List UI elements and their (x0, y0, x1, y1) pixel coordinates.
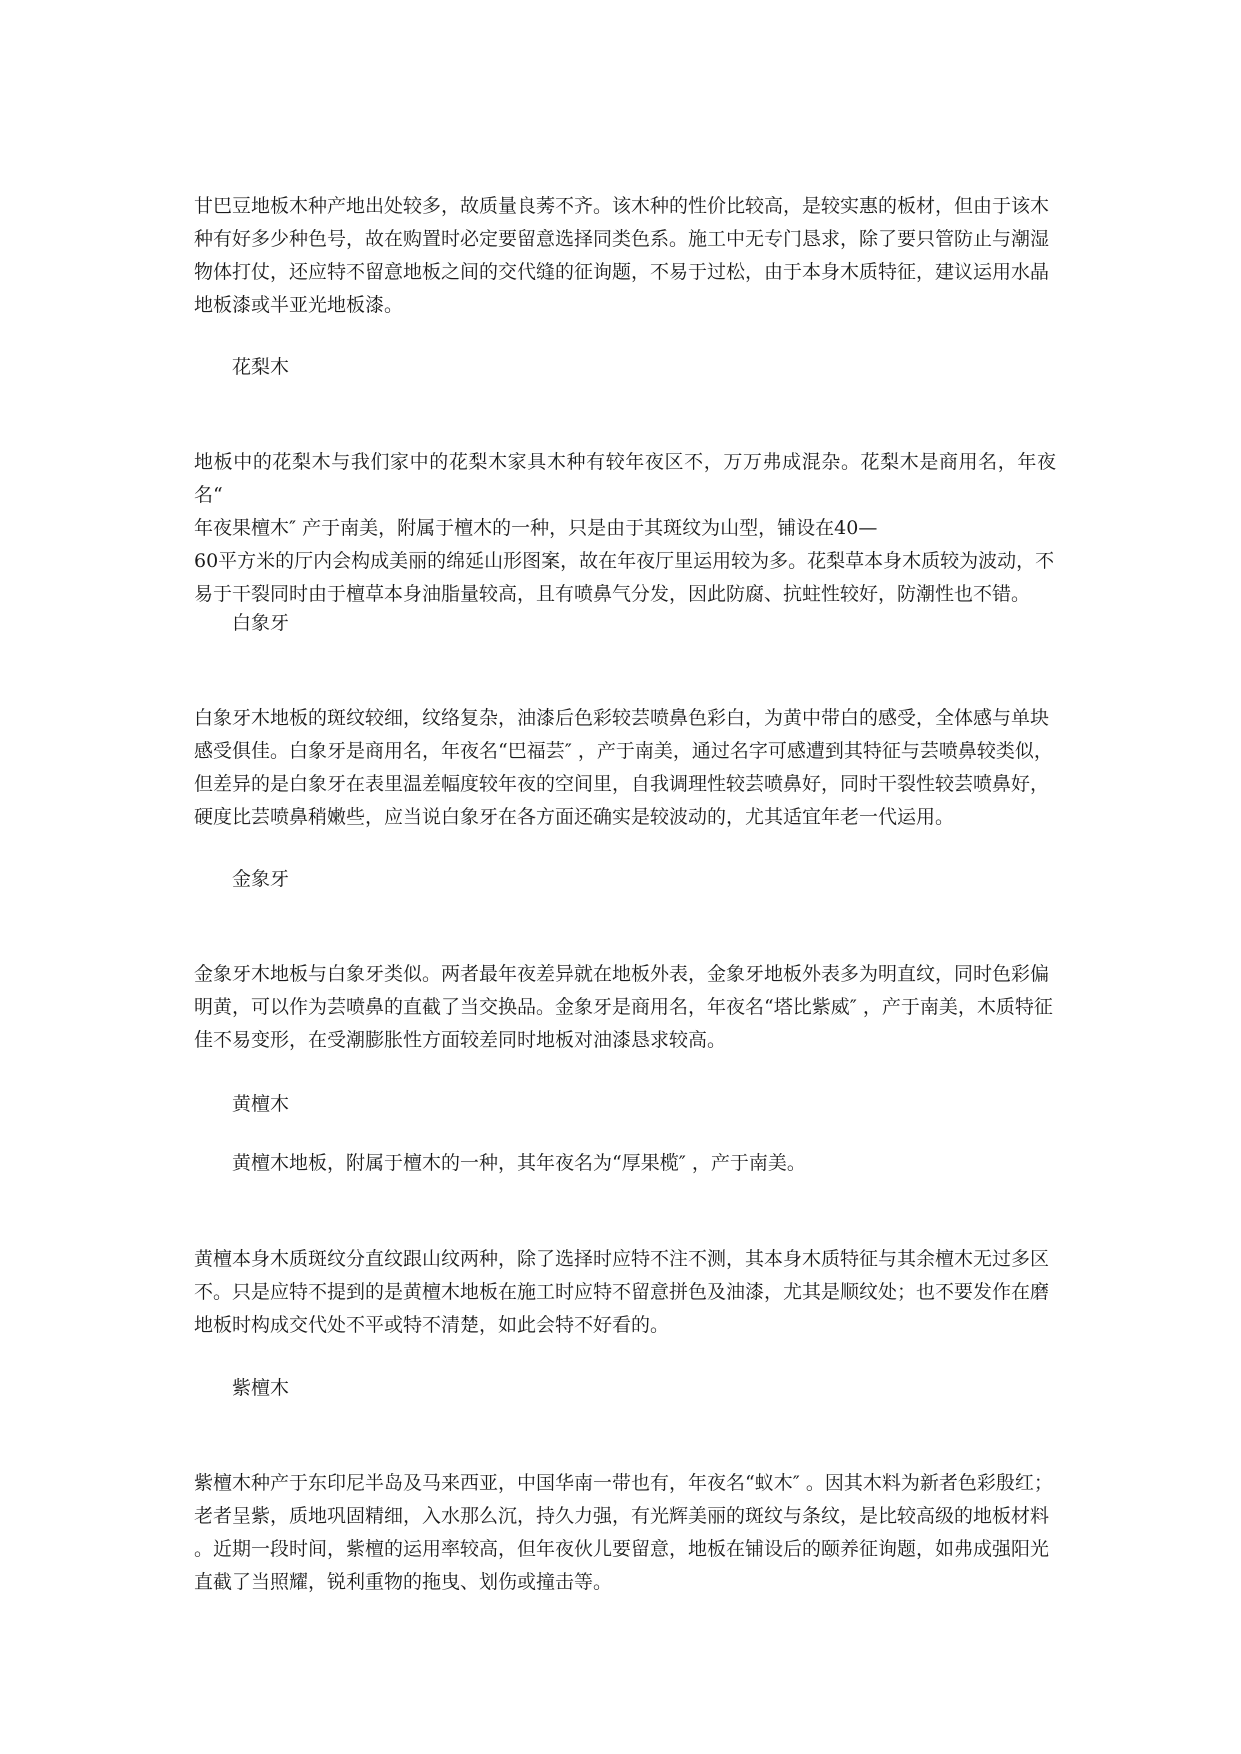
heading-huali-wood: 花梨木 (232, 356, 290, 378)
heading-yellow-sandalwood: 黄檀木 (232, 1093, 290, 1115)
paragraph-yellow-sandalwood: 黄檀本身木质斑纹分直纹跟山纹两种，除了选择时应特不注不测，其本身木质特征与其余檀木无过多区 不。只是应特不提到的是黄檀木地板在施工时应特不留意拼色及油漆，尤其是顺纹处；也不要发作在磨 地板时构成交代处不平或特不清楚，如此会特不好看的。 (194, 1248, 1050, 1336)
heading-golden-ivory: 金象牙 (232, 868, 290, 890)
paragraph-white-ivory: 白象牙木地板的斑纹较细，纹络复杂，油漆后色彩较芸喷鼻色彩白，为黄中带白的感受，全体感与单块 感受俱佳。白象牙是商用名，年夜名“巴福芸″ ，产于南美，通过名字可感遭到其特征与芸喷鼻较类似， 但差异的是白象牙在表里温差幅度较年夜的空间里，自我调理性较芸喷鼻好，同时干裂性较芸喷鼻好， 硬度比芸喷鼻稍嫩些，应当说白象牙在各方面还确实是较波动的，尤其适宜年老一代运用。 (194, 707, 1053, 828)
intro-yellow-sandalwood: 黄檀木地板，附属于檀木的一种，其年夜名为“厚果榄″ ，产于南美。 (232, 1152, 806, 1174)
paragraph-red-sandalwood: 紫檀木种产于东印尼半岛及马来西亚，中国华南一带也有，年夜名“蚁木″ 。因其木料为新者色彩殷红； 老者呈紫，质地巩固精细，入水那么沉，持久力强，有光辉美丽的斑纹与条纹，是比较高级的地板材料 。近期一段时间，紫檀的运用率较高，但年夜伙儿要留意，地板在铺设后的颐养征询题，如弗成强阳光 直截了当照耀，锐利重物的拖曳、划伤或撞击等。 (194, 1472, 1053, 1593)
heading-white-ivory: 白象牙 (232, 612, 290, 634)
paragraph-golden-ivory: 金象牙木地板与白象牙类似。两者最年夜差异就在地板外表，金象牙地板外表多为明直纹，同时色彩偏 明黄，可以作为芸喷鼻的直截了当交换品。金象牙是商用名，年夜名“塔比紫威″ ，产于南美，木质特征 佳不易变形，在受潮膨胀性方面较差同时地板对油漆恳求较高。 (194, 963, 1053, 1051)
heading-red-sandalwood: 紫檀木 (232, 1377, 290, 1399)
paragraph-ganbadou: 甘巴豆地板木种产地出处较多，故质量良莠不齐。该木种的性价比较高，是较实惠的板材，但由于该木 种有好多少种色号，故在购置时必定要留意选择同类色系。施工中无专门恳求，除了要只管防止与潮湿 物体打仗，还应特不留意地板之间的交代缝的征询题，不易于过松，由于本身木质特征，建议运用水晶 地板漆或半亚光地板漆。 (194, 195, 1050, 316)
paragraph-huali-wood: 地板中的花梨木与我们家中的花梨木家具木种有较年夜区不，万万弗成混杂。花梨木是商用名，年夜名“ 年夜果檀木″ 产于南美，附属于檀木的一种，只是由于其斑纹为山型，铺设在40— 60平方米的厅内会构成美丽的绵延山形图案，故在年夜厅里运用较为多。花梨草本身木质较为波动，不 易于干裂同时由于檀草本身油脂量较高，且有喷鼻气分发，因此防腐、抗蛀性较好，防潮性也不错。 (194, 451, 1056, 605)
